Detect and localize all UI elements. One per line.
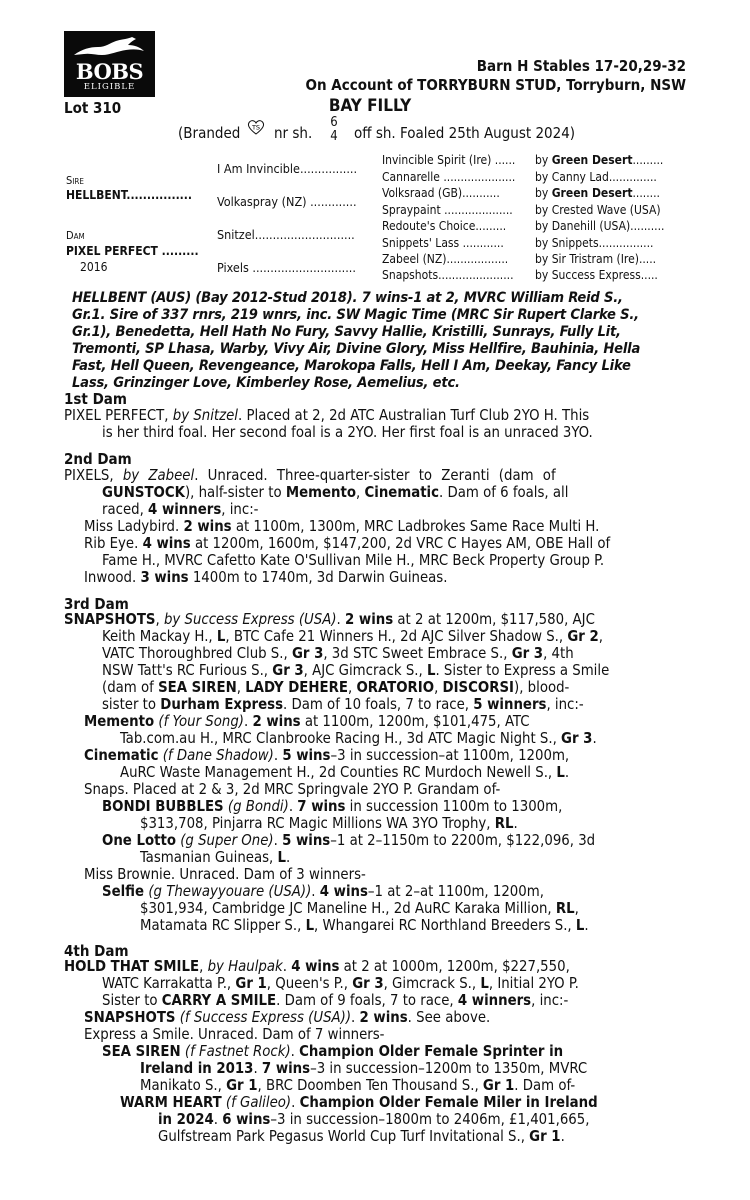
logo-subtitle: ELIGIBLE <box>83 82 136 92</box>
second-dam-line: GUNSTOCK), half-sister to Memento, Cinematic. Dam of 6 foals, all <box>102 484 569 501</box>
by-word: by <box>535 219 549 233</box>
third-dam-line: Keith Mackay H., L, BTC Cafe 21 Winners H., 2d AJC Silver Shadow S., Gr 2, <box>102 628 603 645</box>
dam-label: Dam <box>66 229 85 242</box>
g3-dots: .......... <box>630 219 665 233</box>
third-dam-line: One Lotto (g Super One). 5 wins–1 at 2–1150m to 2200m, $122,096, 3d <box>102 832 596 849</box>
sire-summary <box>72 289 684 391</box>
ancestor-g3 <box>535 252 656 266</box>
second-dam-heading: 2nd Dam <box>64 450 132 468</box>
fourth-dam-line: SEA SIREN (f Fastnet Rock). Champion Older Female Sprinter in <box>102 1043 564 1060</box>
second-dam-line: Inwood. 3 wins 1400m to 1740m, 3d Darwin Guineas. <box>84 569 448 586</box>
second-dam-line: Miss Ladybird. 2 wins at 1100m, 1300m, MRC Ladbrokes Same Race Multi H. <box>84 518 600 535</box>
third-dam-line: Memento (f Your Song). 2 wins at 1100m, 1200m, $101,475, ATC <box>84 713 530 730</box>
ancestor-g3 <box>535 203 661 217</box>
barn-stables: Barn H Stables 17-20,29-32 <box>476 57 686 75</box>
sire-dam: Volkaspray (NZ) ............. <box>217 194 357 209</box>
fourth-dam-heading: 4th Dam <box>64 942 129 960</box>
g3-dots: ..... <box>640 268 658 282</box>
ancestor-g2: Zabeel (NZ).................. <box>382 252 509 266</box>
fourth-dam-line: WATC Karrakatta P., Gr 1, Queen's P., Gr 3, Gimcrack S., L, Initial 2YO P. <box>102 975 579 992</box>
third-dam-line: sister to Durham Express. Dam of 10 foals, 7 to race, 5 winners, inc:- <box>102 696 584 713</box>
summary-line: Tremonti, SP Lhasa, Warby, Vivy Air, Divine Glory, Miss Hellfire, Bauhinia, Hella <box>72 340 641 357</box>
summary-line: HELLBENT (AUS) (Bay 2012-Stud 2018). 7 wins-1 at 2, MVRC William Reid S., <box>72 289 623 306</box>
third-dam-line: $313,708, Pinjarra RC Magic Millions WA 3YO Trophy, RL. <box>140 815 518 832</box>
third-dam-line: Snaps. Placed at 2 & 3, 2d MRC Springvale 2YO P. Grandam of- <box>84 781 501 798</box>
second-dam-line: Fame H., MVRC Cafetto Kate O'Sullivan Mile H., MRC Beck Property Group P. <box>102 552 605 569</box>
by-word: by <box>535 170 549 184</box>
g3-dots: ........ <box>632 186 660 200</box>
third-dam-line: Tasmanian Guineas, L. <box>140 849 291 866</box>
vendor-account: On Account of TORRYBURN STUD, Torryburn, NSW <box>305 76 686 94</box>
third-dam-line: $301,934, Cambridge JC Maneline H., 2d AuRC Karaka Million, RL, <box>140 900 579 917</box>
by-word: by <box>535 203 549 217</box>
g3-dots: .............. <box>608 170 657 184</box>
ancestor-g2: Snippets' Lass ............ <box>382 236 504 250</box>
brand-fraction <box>328 116 340 144</box>
fourth-dam-line: WARM HEART (f Galileo). Champion Older Female Miler in Ireland <box>120 1094 598 1111</box>
ancestor-g3 <box>535 170 657 184</box>
fourth-dam-line: Gulfstream Park Pegasus World Cup Turf Invitational S., Gr 1. <box>158 1128 565 1145</box>
g3-name: Danehill (USA) <box>551 219 631 233</box>
bobs-eligible-logo <box>64 31 155 97</box>
logo-brand: BOBS <box>75 59 144 84</box>
brand-number-bottom: 4 <box>330 129 338 144</box>
ancestor-g2: Invincible Spirit (Ire) ...... <box>382 153 516 167</box>
g3-dots: ..... <box>638 252 657 266</box>
third-dam-line: VATC Thoroughbred Club S., Gr 3, 3d STC Sweet Embrace S., Gr 3, 4th <box>102 645 574 662</box>
brand-prefix: (Branded <box>178 124 241 142</box>
first-dam-line: PIXEL PERFECT, by Snitzel. Placed at 2, 2d ATC Australian Turf Club 2YO H. This <box>64 407 590 424</box>
summary-line: Gr.1), Benedetta, Hell Hath No Fury, Savvy Hallie, Kristilli, Sunrays, Fully Lit, <box>72 323 621 340</box>
g3-name: Snippets <box>551 236 599 250</box>
by-word: by <box>535 236 549 250</box>
third-dam-line: AuRC Waste Management H., 2d Counties RC Murdoch Newell S., L. <box>120 764 570 781</box>
fourth-dam-line: HOLD THAT SMILE, by Haulpak. 4 wins at 2 at 1000m, 1200m, $227,550, <box>64 958 570 975</box>
sire-label: Sire <box>66 174 84 187</box>
ancestor-g3 <box>535 186 660 200</box>
fourth-dam-line: SNAPSHOTS (f Success Express (USA)). 2 wins. See above. <box>84 1009 491 1026</box>
second-dam-line: PIXELS, by Zabeel. Unraced. Three-quarter-sister to Zeranti (dam of <box>64 467 556 484</box>
g3-name: Success Express <box>551 268 641 282</box>
g3-name: Canny Lad <box>551 170 609 184</box>
third-dam-line: Selfie (g Thewayyouare (USA)). 4 wins–1 at 2–at 1100m, 1200m, <box>102 883 544 900</box>
by-word: by <box>535 153 549 167</box>
lot-title: BAY FILLY <box>328 96 412 116</box>
dam-dam: Pixels ............................. <box>217 260 356 275</box>
by-word: by <box>535 252 549 266</box>
g3-dots: ................ <box>598 236 654 250</box>
third-dam-line: Tab.com.au H., MRC Clanbrooke Racing H., 3d ATC Magic Night S., Gr 3. <box>120 730 597 747</box>
third-dam-line: NSW Tatt's RC Furious S., Gr 3, AJC Gimcrack S., L. Sister to Express a Smile <box>102 662 610 679</box>
g3-name: Sir Tristram (Ire) <box>551 252 639 266</box>
ancestor-g3 <box>535 268 658 282</box>
ancestor-g3 <box>535 219 664 233</box>
dam-sire: Snitzel............................ <box>217 227 355 242</box>
sire-name: HELLBENT................ <box>66 188 192 202</box>
summary-line: Gr.1. Sire of 337 rnrs, 219 wnrs, inc. SW Magic Time (MRC Sir Rupert Clarke S., <box>72 306 639 323</box>
third-dam-line: Matamata RC Slipper S., L, Whangarei RC Northland Breeders S., L. <box>140 917 589 934</box>
fourth-dam-line: Manikato S., Gr 1, BRC Doomben Ten Thousand S., Gr 1. Dam of- <box>140 1077 576 1094</box>
third-dam-line: SNAPSHOTS, by Success Express (USA). 2 wins at 2 at 1200m, $117,580, AJC <box>64 611 595 628</box>
by-word: by <box>535 186 549 200</box>
brand-nearside: nr sh. <box>274 124 313 142</box>
first-dam-heading: 1st Dam <box>64 390 127 408</box>
g3-dots: ......... <box>632 153 664 167</box>
fourth-dam-line: in 2024. 6 wins–3 in succession–1800m to 2406m, £1,401,665, <box>158 1111 590 1128</box>
g3-name: Green Desert <box>551 153 633 167</box>
ancestor-g2: Cannarelle ..................... <box>382 170 516 184</box>
fourth-dam-line: Sister to CARRY A SMILE. Dam of 9 foals, 7 to race, 4 winners, inc:- <box>102 992 569 1009</box>
third-dam-heading: 3rd Dam <box>64 595 129 613</box>
second-dam-line: raced, 4 winners, inc:- <box>102 501 259 518</box>
ancestor-g3 <box>535 153 663 167</box>
dam-name: PIXEL PERFECT ......... <box>66 244 199 258</box>
second-dam-line: Rib Eye. 4 wins at 1200m, 1600m, $147,200, 2d VRC C Hayes AM, OBE Hall of <box>84 535 611 552</box>
ancestor-g2: Redoute's Choice......... <box>382 219 507 233</box>
g3-name: Crested Wave (USA) <box>551 203 661 217</box>
fourth-dam-line: Ireland in 2013. 7 wins–3 in succession–1200m to 1350m, MVRC <box>140 1060 588 1077</box>
brand-mark-text: TS <box>251 123 261 132</box>
third-dam-line: Cinematic (f Dane Shadow). 5 wins–3 in succession–at 1100m, 1200m, <box>84 747 570 764</box>
summary-line: Lass, Grinzinger Love, Kimberley Rose, Aemelius, etc. <box>72 374 460 391</box>
ancestor-g3 <box>535 236 653 250</box>
by-word: by <box>535 268 549 282</box>
lot-number: Lot 310 <box>64 99 122 117</box>
third-dam-line: BONDI BUBBLES (g Bondi). 7 wins in succession 1100m to 1300m, <box>102 798 563 815</box>
ancestor-g2: Volksraad (GB)........... <box>382 186 500 200</box>
g3-name: Green Desert <box>551 186 633 200</box>
horse-icon <box>72 35 146 59</box>
fourth-dam-line: Express a Smile. Unraced. Dam of 7 winners- <box>84 1026 385 1043</box>
third-dam-line: (dam of SEA SIREN, LADY DEHERE, ORATORIO, DISCORSI), blood- <box>102 679 570 696</box>
sire-sire: I Am Invincible................ <box>217 161 358 176</box>
dam-foaled-year: 2016 <box>80 260 108 274</box>
brand-number-top: 6 <box>330 115 338 130</box>
brand-mark-icon <box>246 119 266 135</box>
summary-line: Fast, Hell Queen, Revengeance, Marokopa Falls, Hell I Am, Deekay, Fancy Like <box>72 357 631 374</box>
foaling-info: off sh. Foaled 25th August 2024) <box>354 124 576 142</box>
ancestor-g2: Snapshots...................... <box>382 268 514 282</box>
ancestor-g2: Spraypaint .................... <box>382 203 513 217</box>
first-dam-line: is her third foal. Her second foal is a 2YO. Her first foal is an unraced 3YO. <box>102 424 593 441</box>
third-dam-line: Miss Brownie. Unraced. Dam of 3 winners- <box>84 866 366 883</box>
